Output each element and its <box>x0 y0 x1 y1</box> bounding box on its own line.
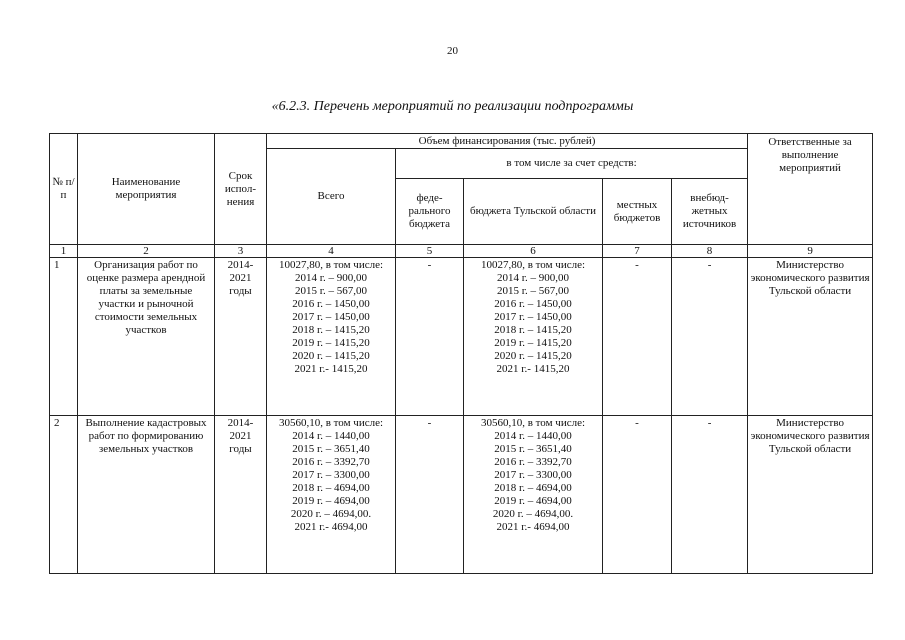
column-number: 9 <box>748 245 873 258</box>
table-row <box>50 416 873 574</box>
row-regional <box>464 416 603 574</box>
regional-line: 2014 г. – 1440,00 <box>494 430 572 442</box>
header-extra: внебюд-жетных источников <box>672 179 748 245</box>
row-regional <box>464 258 603 416</box>
regional-line: 2016 г. – 1450,00 <box>494 298 572 310</box>
total-line: 2021 г.- 4694,00 <box>294 521 368 533</box>
row-responsible: Министерство экономического развития Тульской области <box>748 416 873 574</box>
total-line: 2020 г. – 1415,20 <box>292 350 370 362</box>
total-line: 2018 г. – 4694,00 <box>292 482 370 494</box>
row-extra: - <box>672 258 748 416</box>
header-local: местных бюджетов <box>603 179 672 245</box>
header-federal: феде-рального бюджета <box>396 179 464 245</box>
row-name: Выполнение кадастровых работ по формированию земельных участков <box>78 416 215 574</box>
row-total <box>267 416 396 574</box>
row-num: 2 <box>50 416 78 574</box>
header-financing: Объем финансирования (тыс. рублей) <box>267 134 748 149</box>
header-total: Всего <box>267 149 396 245</box>
regional-line: 2018 г. – 4694,00 <box>494 482 572 494</box>
document-title: «6.2.3. Перечень мероприятий по реализации подпрограммы <box>271 99 634 114</box>
total-line: 2014 г. – 900,00 <box>294 272 368 284</box>
row-term: 2014-2021 годы <box>215 258 267 416</box>
measures-table <box>49 133 873 574</box>
regional-line: 2021 г.- 4694,00 <box>496 521 570 533</box>
regional-line: 2016 г. – 3392,70 <box>494 456 572 468</box>
column-number: 4 <box>267 245 396 258</box>
header-including: в том числе за счет средств: <box>396 149 748 179</box>
page-number: 20 <box>447 45 458 57</box>
header-responsible: Ответственные за выполнение мероприятий <box>748 134 873 245</box>
header-num: № п/п <box>50 134 78 245</box>
total-line: 2016 г. – 1450,00 <box>292 298 370 310</box>
regional-line: 2018 г. – 1415,20 <box>494 324 572 336</box>
row-federal: - <box>396 258 464 416</box>
column-number: 1 <box>50 245 78 258</box>
row-local: - <box>603 416 672 574</box>
column-number: 5 <box>396 245 464 258</box>
total-line: 10027,80, в том числе: <box>278 259 384 271</box>
row-total <box>267 258 396 416</box>
column-number: 7 <box>603 245 672 258</box>
total-line: 2017 г. – 3300,00 <box>292 469 370 481</box>
regional-line: 2019 г. – 4694,00 <box>494 495 572 507</box>
regional-line: 2014 г. – 900,00 <box>496 272 570 284</box>
total-line: 2019 г. – 4694,00 <box>292 495 370 507</box>
header-regional: бюджета Тульской области <box>464 179 603 245</box>
total-line: 2016 г. – 3392,70 <box>292 456 370 468</box>
regional-line: 2020 г. – 4694,00. <box>492 508 574 520</box>
row-local: - <box>603 258 672 416</box>
regional-line: 2021 г.- 1415,20 <box>496 363 570 375</box>
total-line: 2021 г.- 1415,20 <box>294 363 368 375</box>
regional-line: 2020 г. – 1415,20 <box>494 350 572 362</box>
row-num: 1 <box>50 258 78 416</box>
column-number: 2 <box>78 245 215 258</box>
column-number: 8 <box>672 245 748 258</box>
total-line: 2014 г. – 1440,00 <box>292 430 370 442</box>
regional-line: 2017 г. – 3300,00 <box>494 469 572 481</box>
table-row <box>50 258 873 416</box>
regional-line: 2017 г. – 1450,00 <box>494 311 572 323</box>
row-extra: - <box>672 416 748 574</box>
regional-line: 2015 г. – 567,00 <box>496 285 570 297</box>
row-name: Организация работ по оценке размера арендной платы за земельные участки и рыночной стоимости земельных участков <box>78 258 215 416</box>
regional-line: 2015 г. – 3651,40 <box>494 443 572 455</box>
total-line: 2015 г. – 567,00 <box>294 285 368 297</box>
header-row-1 <box>50 134 873 149</box>
regional-line: 10027,80, в том числе: <box>480 259 586 271</box>
column-number: 6 <box>464 245 603 258</box>
total-line: 2019 г. – 1415,20 <box>292 337 370 349</box>
total-line: 2017 г. – 1450,00 <box>292 311 370 323</box>
header-name: Наименование мероприятия <box>78 134 215 245</box>
regional-line: 30560,10, в том числе: <box>480 417 586 429</box>
column-numbers-row <box>50 245 873 258</box>
column-number: 3 <box>215 245 267 258</box>
total-line: 2020 г. – 4694,00. <box>290 508 372 520</box>
row-federal: - <box>396 416 464 574</box>
row-responsible: Министерство экономического развития Тульской области <box>748 258 873 416</box>
header-term: Срок испол-нения <box>215 134 267 245</box>
row-term: 2014-2021 годы <box>215 416 267 574</box>
regional-line: 2019 г. – 1415,20 <box>494 337 572 349</box>
total-line: 30560,10, в том числе: <box>278 417 384 429</box>
total-line: 2018 г. – 1415,20 <box>292 324 370 336</box>
total-line: 2015 г. – 3651,40 <box>292 443 370 455</box>
